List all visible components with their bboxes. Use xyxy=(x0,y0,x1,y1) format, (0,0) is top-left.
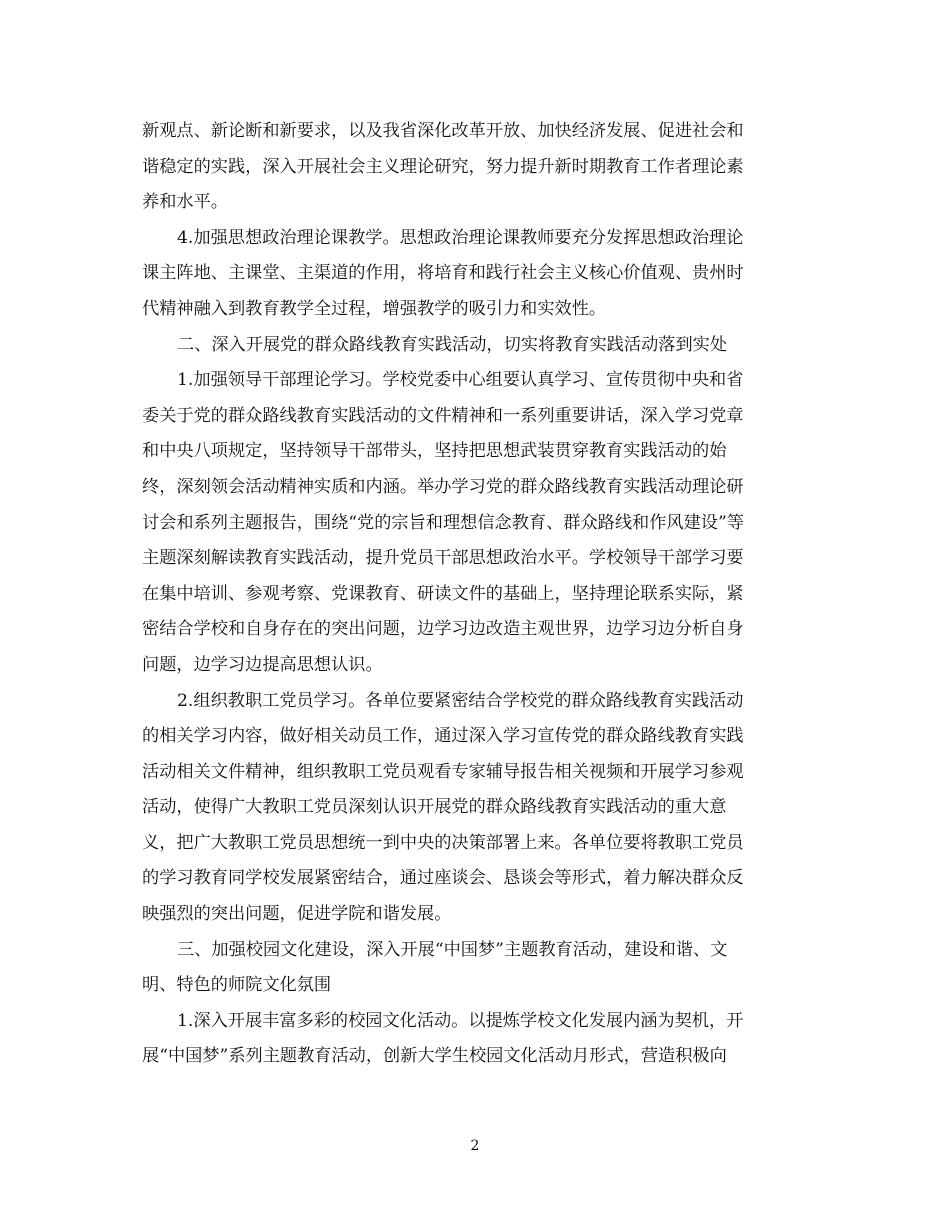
paragraph-item-1-campus-culture: 1.深入开展丰富多彩的校园文化活动。以提炼学校文化发展内涵为契机，开 展“中国梦”系列主题教育活动，创新大学生校园文化活动月形式，营造积极向 xyxy=(142,1010,744,1067)
paragraph-item-2-staff-study: 2.组织教职工党员学习。各单位要紧密结合学校党的群众路线教育实践活动 的相关学习内容，做好相关动员工作，通过深入学习宣传党的群众路线教育实践 活动相关文件精神，组织教职工党员观看专家辅导报告相关视频和开展学习参观 活动，使得广大教职工党员深刻认识开展党的群众路线教育实践活动的重大意 义，把广大教职工党员思想统一到中央的决策部署上来。各单位要将教职工党员 的学习教育同学校发展紧密结合，通过座谈会、恳谈会等形式，着力解决群众反 映强烈的突出问题，促进学院和谐发展。 xyxy=(142,690,744,925)
section-heading-3: 三、加强校园文化建设，深入开展“中国梦”主题教育活动，建设和谐、文 明、特色的师院文化氛围 xyxy=(142,939,728,996)
paragraph-item-1-leader-study: 1.加强领导干部理论学习。学校党委中心组要认真学习、宣传贯彻中央和省 委关于党的群众路线教育实践活动的文件精神和一系列重要讲话，深入学习党章 和中央八项规定，坚持领导干部带头，坚持把思想武装贯穿教育实践活动的始 终，深刻领会活动精神实质和内涵。举办学习党的群众路线教育实践活动理论研 讨会和系列主题报告，围绕“党的宗旨和理想信念教育、群众路线和作风建设”等 主题深刻解读教育实践活动，提升党员干部思想政治水平。学校领导干部学习要 在集中培训、参观考察、党课教育、研读文件的基础上，坚持理论联系实际，紧 密结合学校和自身存在的突出问题，边学习边改造主观世界，边学习边分析自身 问题，边学习边提高思想认识。 xyxy=(142,370,744,675)
document-body xyxy=(142,114,806,1075)
paragraph-continuation: 新观点、新论断和新要求，以及我省深化改革开放、加快经济发展、促进社会和 谐稳定的实践，深入开展社会主义理论研究，努力提升新时期教育工作者理论素 养和水平。 xyxy=(142,121,744,213)
section-heading-2: 二、深入开展党的群众路线教育实践活动，切实将教育实践活动落到实处 xyxy=(177,334,728,355)
paragraph-item-4-ideology-course: 4.加强思想政治理论课教学。思想政治理论课教师要充分发挥思想政治理论 课主阵地、主课堂、主渠道的作用，将培育和践行社会主义核心价值观、贵州时 代精神融入到教育教学全过程，增强教学的吸引力和实效性。 xyxy=(142,227,744,319)
page-number: 2 xyxy=(470,1138,480,1154)
